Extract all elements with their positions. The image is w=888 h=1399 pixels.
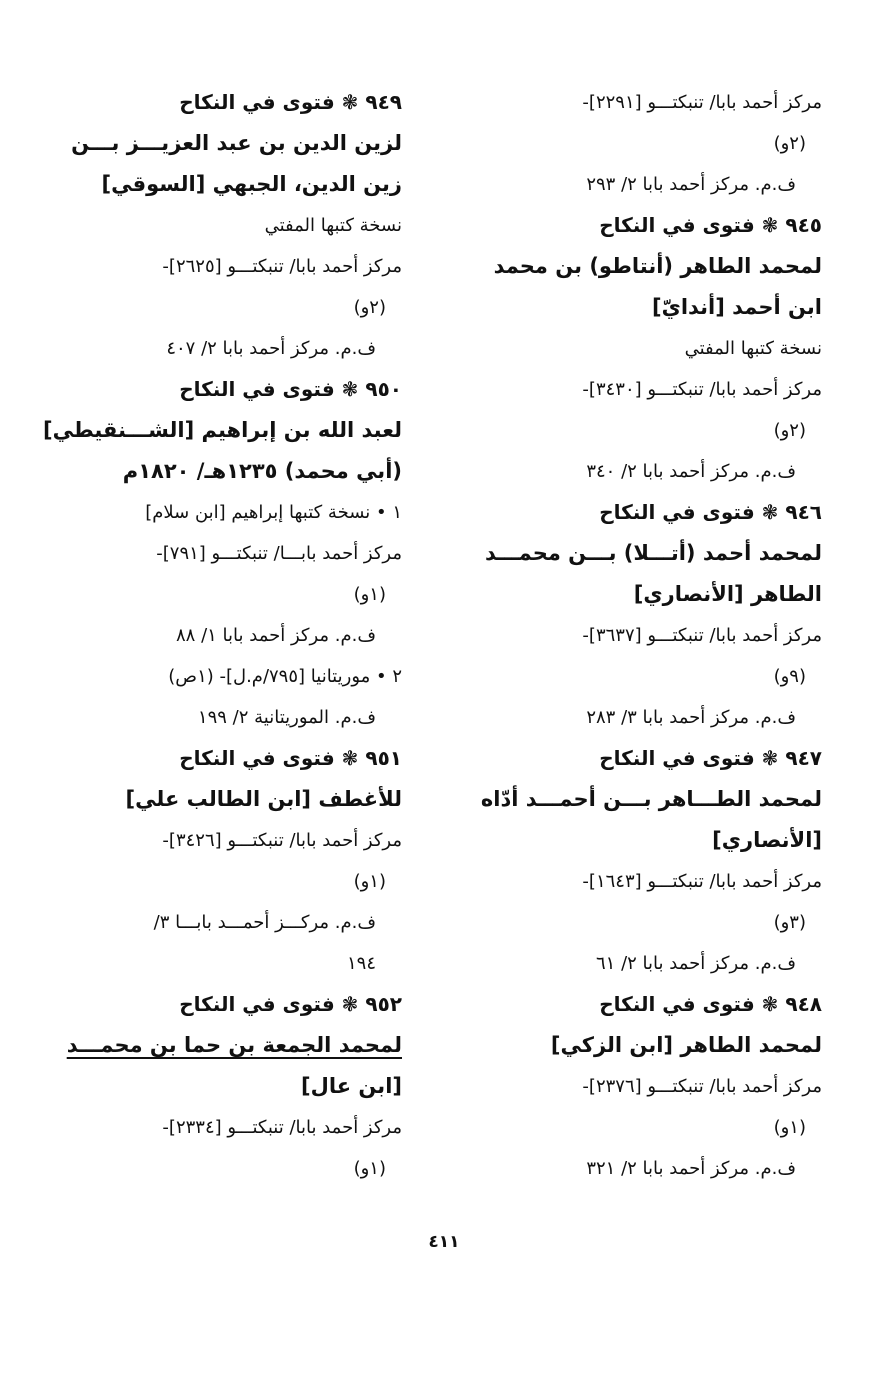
right-entry-title: ٩٤٧ ❃ فتوى في النكاح bbox=[599, 746, 822, 770]
right-entry-detail: ف.م. مركز أحمد بابا ٢/ ٢٩٣ bbox=[586, 174, 796, 195]
right-entry-detail: (٩و) bbox=[773, 666, 806, 687]
right-entry-author: لمحمد أحمد (أتـــلا) بـــن محمـــد bbox=[484, 541, 822, 565]
left-entry-detail: مركز أحمد بابا/ تنبكتـــو [٢٣٣٤]- bbox=[162, 1117, 402, 1138]
left-entry-title: ٩٤٩ ❃ فتوى في النكاح bbox=[179, 90, 402, 114]
right-entry-title: ٩٤٨ ❃ فتوى في النكاح bbox=[599, 992, 822, 1016]
right-entry-author: ابن أحمد [أندايّ] bbox=[652, 295, 822, 319]
left-entry-author: (أبي محمد) ١٢٣٥هـ/ ١٨٢٠م bbox=[122, 459, 402, 483]
left-entry-detail: مركز أحمد بابـــا/ تنبكتـــو [٧٩١]- bbox=[156, 543, 402, 564]
left-entry-title: ٩٥١ ❃ فتوى في النكاح bbox=[179, 746, 402, 770]
left-entry-detail: ف.م. مركـــز أحمـــد بابـــا ٣/ bbox=[153, 912, 376, 933]
right-entry-author: لمحمد الطاهر (أنتاطو) بن محمد bbox=[493, 254, 822, 278]
right-entry-detail: مركز أحمد بابا/ تنبكتـــو [١٦٤٣]- bbox=[582, 871, 822, 892]
right-entry-detail: (١و) bbox=[773, 1117, 806, 1138]
right-entry-detail: ف.م. مركز أحمد بابا ٣/ ٢٨٣ bbox=[586, 707, 796, 728]
right-entry-author: لمحمد الطـــاهر بـــن أحمـــد أدّاه bbox=[480, 787, 822, 811]
left-entry-detail: (٢و) bbox=[353, 297, 386, 318]
right-entry-author: لمحمد الطاهر [ابن الزكي] bbox=[550, 1033, 822, 1057]
left-entry-detail: (١و) bbox=[353, 584, 386, 605]
left-entry-detail: (١و) bbox=[353, 871, 386, 892]
right-entry-detail: مركز أحمد بابا/ تنبكتـــو [٢٣٧٦]- bbox=[582, 1076, 822, 1097]
right-entry-detail: ف.م. مركز أحمد بابا ٢/ ٦١ bbox=[596, 953, 796, 974]
left-entry-author: زين الدين، الجبهي [السوقي] bbox=[101, 172, 402, 196]
left-entry-detail: ١٩٤ bbox=[346, 953, 376, 974]
left-entry-detail: ف.م. مركز أحمد بابا ١/ ٨٨ bbox=[176, 625, 376, 646]
left-entry-detail: مركز أحمد بابا/ تنبكتـــو [٣٤٢٦]- bbox=[162, 830, 402, 851]
left-entry-author: لمحمد الجمعة بن حما بن محمـــد bbox=[66, 1033, 402, 1057]
right-entry-detail: (٢و) bbox=[773, 420, 806, 441]
left-entry-author: [ابن عال] bbox=[301, 1074, 402, 1098]
left-entry-detail: ف.م. الموريتانية ٢/ ١٩٩ bbox=[197, 707, 376, 728]
left-entry-title: ٩٥٢ ❃ فتوى في النكاح bbox=[179, 992, 402, 1016]
right-entry-detail: مركز أحمد بابا/ تنبكتـــو [٢٢٩١]- bbox=[582, 92, 822, 113]
right-entry-detail: مركز أحمد بابا/ تنبكتـــو [٣٦٣٧]- bbox=[582, 625, 822, 646]
right-entry-detail: (٣و) bbox=[773, 912, 806, 933]
left-entry-author: لزين الدين بن عبد العزيـــز بـــن bbox=[71, 131, 402, 155]
right-entry-detail: ف.م. مركز أحمد بابا ٢/ ٣٤٠ bbox=[586, 461, 796, 482]
right-entry-title: ٩٤٦ ❃ فتوى في النكاح bbox=[599, 500, 822, 524]
left-entry-detail: ٢ • موريتانيا [٧٩٥/م.ل]- (١ص) bbox=[168, 666, 402, 687]
right-entry-author: الطاهر [الأنصاري] bbox=[633, 582, 822, 606]
right-column bbox=[480, 82, 822, 1189]
right-entry-detail: (٢و) bbox=[773, 133, 806, 154]
left-entry-detail: نسخة كتبها المفتي bbox=[264, 215, 402, 236]
right-entry-title: ٩٤٥ ❃ فتوى في النكاح bbox=[599, 213, 822, 237]
left-entry-detail: (١و) bbox=[353, 1158, 386, 1179]
left-entry-detail: مركز أحمد بابا/ تنبكتـــو [٢٦٢٥]- bbox=[162, 256, 402, 277]
left-column bbox=[43, 82, 402, 1189]
right-entry-detail: نسخة كتبها المفتي bbox=[684, 338, 822, 359]
left-entry-detail: ١ • نسخة كتبها إبراهيم [ابن سلام] bbox=[145, 502, 402, 523]
left-entry-author: لعبد الله بن إبراهيم [الشـــنقيطي] bbox=[43, 418, 402, 442]
right-entry-detail: مركز أحمد بابا/ تنبكتـــو [٣٤٣٠]- bbox=[582, 379, 822, 400]
right-entry-author: [الأنصاري] bbox=[712, 828, 822, 852]
page-number: ٤١١ bbox=[428, 1232, 460, 1252]
left-entry-detail: ف.م. مركز أحمد بابا ٢/ ٤٠٧ bbox=[166, 338, 376, 359]
right-entry-detail: ف.م. مركز أحمد بابا ٢/ ٣٢١ bbox=[586, 1158, 796, 1179]
left-entry-author: للأغطف [ابن الطالب علي] bbox=[125, 787, 402, 811]
left-entry-title: ٩٥٠ ❃ فتوى في النكاح bbox=[179, 377, 402, 401]
